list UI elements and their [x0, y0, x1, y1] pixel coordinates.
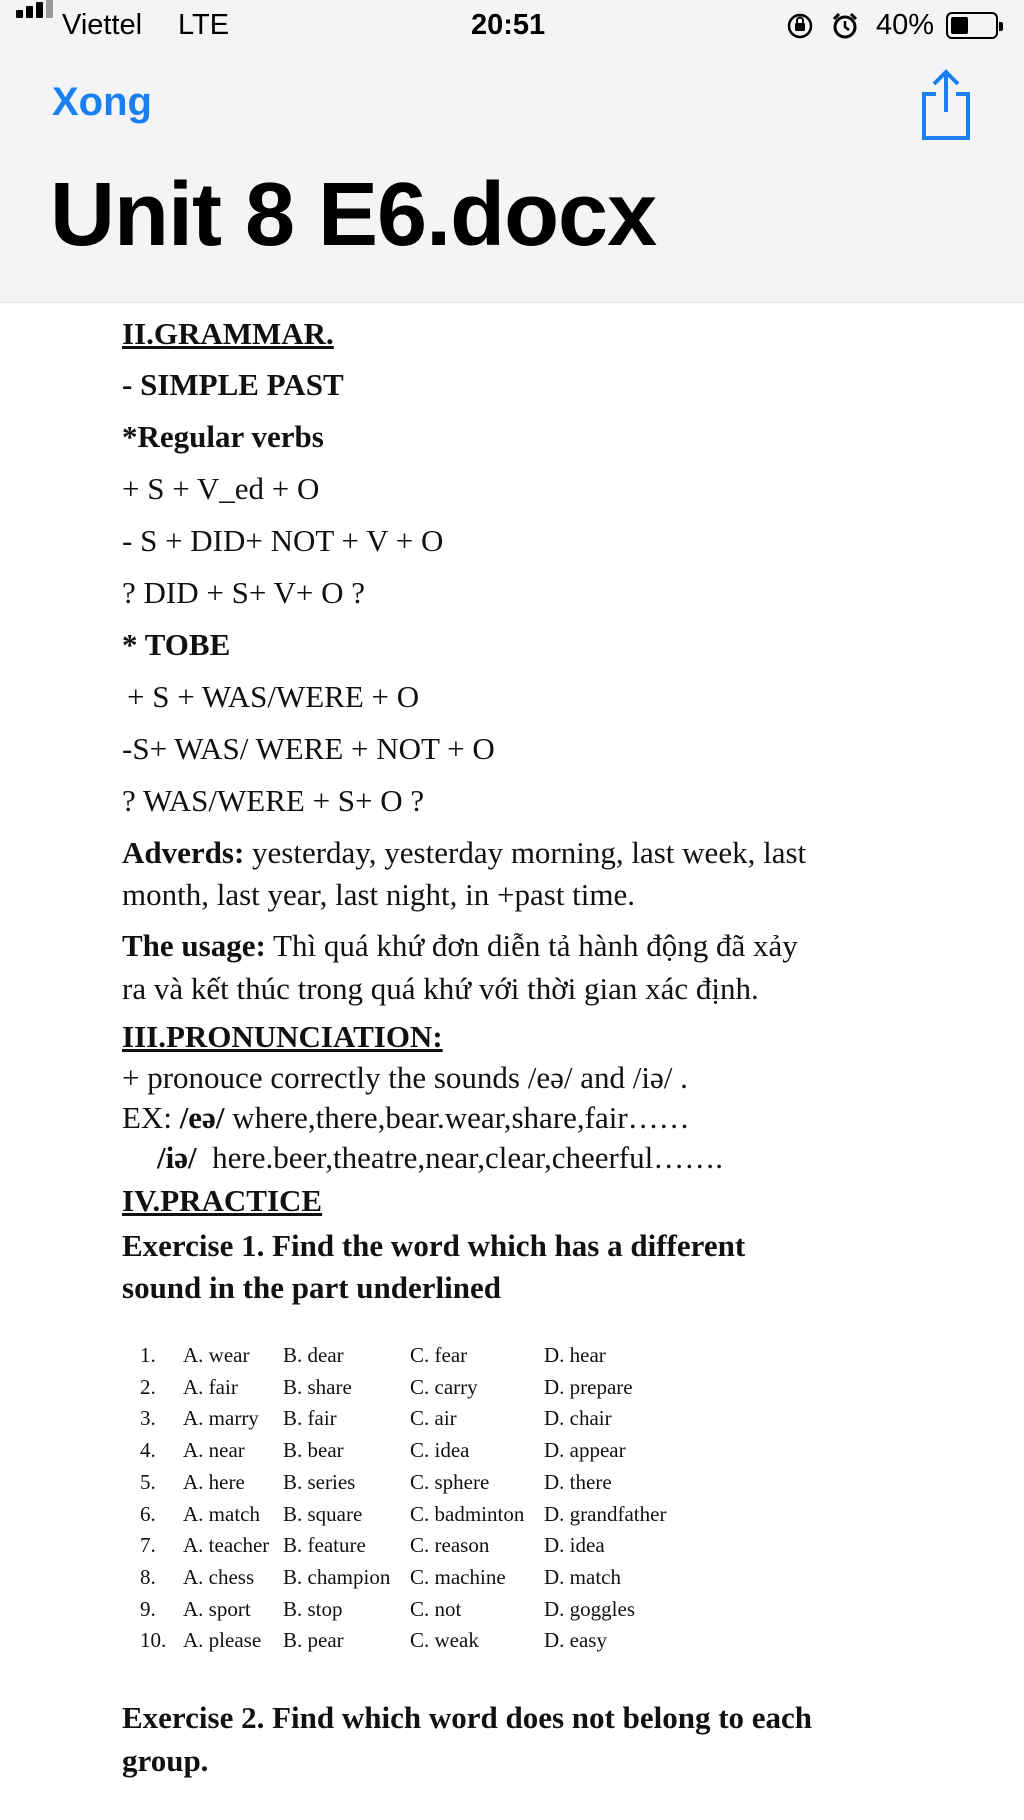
option-c: C. fear — [410, 1343, 468, 1367]
network-type: LTE — [178, 9, 230, 41]
share-icon[interactable] — [918, 66, 974, 142]
option-d: D. match — [544, 1564, 621, 1589]
option-num: 10. — [140, 1628, 167, 1653]
option-a: A. teacher — [183, 1533, 270, 1558]
option-a: A. match — [183, 1501, 260, 1526]
option-a: A. please — [183, 1628, 262, 1653]
option-a: A. here — [183, 1469, 245, 1494]
battery-level — [951, 17, 968, 34]
option-b: B. series — [283, 1469, 356, 1494]
option-c: C. machine — [410, 1564, 506, 1589]
option-c: C. not — [410, 1596, 462, 1621]
option-d: D. there — [544, 1469, 612, 1494]
tobe-positive: + S + WAS/WERE + O — [127, 679, 420, 714]
document-page — [0, 303, 1024, 1820]
exercise-1-line-2: sound in the part underlined — [122, 1270, 501, 1305]
alarm-icon — [830, 11, 860, 41]
tobe-question: ? WAS/WERE + S+ O ? — [122, 783, 425, 818]
option-b: B. pear — [283, 1628, 344, 1653]
adverbs-text: yesterday, yesterday morning, last week, last — [252, 835, 807, 870]
option-b: B. bear — [283, 1438, 344, 1463]
adverbs-line-2: month, last year, last night, in +past time. — [122, 877, 636, 912]
orientation-lock-icon — [786, 12, 814, 40]
regular-question: ? DID + S+ V+ O ? — [122, 575, 366, 610]
option-d: D. grandfather — [544, 1501, 667, 1526]
pronunciation-line: + pronouce correctly the sounds /eə/ and /iə/ . — [122, 1060, 688, 1095]
option-num: 4. — [140, 1438, 156, 1463]
option-num: 2. — [140, 1374, 156, 1399]
done-button[interactable]: Xong — [52, 80, 152, 124]
option-num: 5. — [140, 1469, 156, 1494]
option-d: D. appear — [544, 1438, 626, 1463]
option-c: C. air — [410, 1406, 457, 1431]
option-c: C. sphere — [410, 1469, 490, 1494]
example-line-1: EX: /eə/ where,there,bear.wear,share,fair…… — [122, 1100, 690, 1135]
navigation-header — [0, 0, 1024, 303]
option-a: A. marry — [183, 1406, 259, 1431]
option-num: 3. — [140, 1406, 156, 1431]
option-a: A. sport — [183, 1596, 251, 1621]
regular-verbs-heading: *Regular verbs — [122, 419, 324, 454]
option-a: A. wear — [183, 1343, 250, 1367]
option-b: B. fair — [283, 1406, 337, 1431]
option-b: B. dear — [283, 1343, 344, 1367]
option-b: B. champion — [283, 1564, 391, 1589]
battery-icon — [946, 12, 998, 39]
option-a: A. fair — [183, 1374, 238, 1399]
option-c: C. badminton — [410, 1501, 525, 1526]
adverbs-label: Adverds: — [122, 835, 245, 870]
exercise-2-line-2: group. — [122, 1743, 209, 1778]
exercise-2-line-1: Exercise 2. Find which word does not belong to each — [122, 1700, 813, 1735]
tobe-negative: -S+ WAS/ WERE + NOT + O — [122, 731, 495, 766]
option-b: B. stop — [283, 1596, 343, 1621]
option-b: B. share — [283, 1374, 352, 1399]
carrier-name: Viettel — [62, 9, 143, 41]
option-a: A. near — [183, 1438, 245, 1463]
option-a: A. chess — [183, 1564, 255, 1589]
regular-positive: + S + V_ed + O — [122, 471, 320, 506]
tobe-heading: * TOBE — [122, 627, 231, 662]
option-d: D. goggles — [544, 1596, 635, 1621]
option-num: 7. — [140, 1533, 156, 1558]
exercise-1-line-1: Exercise 1. Find the word which has a different — [122, 1228, 746, 1263]
simple-past-heading: - SIMPLE PAST — [122, 367, 344, 402]
option-d: D. idea — [544, 1533, 605, 1558]
adverbs-line-1 — [122, 835, 806, 871]
document-title: Unit 8 E6.docx — [50, 165, 657, 265]
option-d: D. easy — [544, 1628, 607, 1653]
option-c: C. reason — [410, 1533, 490, 1558]
option-c: C. idea — [410, 1438, 470, 1463]
clock: 20:51 — [471, 9, 546, 41]
battery-percent: 40% — [876, 9, 935, 41]
regular-negative: - S + DID+ NOT + V + O — [122, 523, 444, 558]
option-d: D. hear — [544, 1343, 606, 1367]
status-bar — [0, 0, 1024, 54]
usage-text: Thì quá khứ đơn diễn tả hành động đã xảy — [273, 928, 798, 963]
option-c: C. carry — [410, 1374, 478, 1399]
option-c: C. weak — [410, 1628, 479, 1653]
usage-line-1 — [122, 928, 798, 964]
option-num: 9. — [140, 1596, 156, 1621]
practice-heading: IV.PRACTICE — [122, 1183, 323, 1218]
pronunciation-heading: III.PRONUNCIATION: — [122, 1019, 443, 1054]
option-b: B. feature — [283, 1533, 366, 1558]
usage-label: The usage: — [122, 928, 266, 963]
option-d: D. chair — [544, 1406, 612, 1431]
grammar-heading: II.GRAMMAR. — [122, 316, 334, 351]
option-b: B. square — [283, 1501, 363, 1526]
example-line-2: /iə/ here.beer,theatre,near,clear,cheerful……. — [157, 1140, 723, 1175]
option-num: 6. — [140, 1501, 156, 1526]
option-num: 8. — [140, 1564, 156, 1589]
option-d: D. prepare — [544, 1374, 633, 1399]
usage-line-2: ra và kết thúc trong quá khứ với thời gian xác định. — [122, 971, 759, 1006]
option-num: 1. — [140, 1343, 156, 1367]
